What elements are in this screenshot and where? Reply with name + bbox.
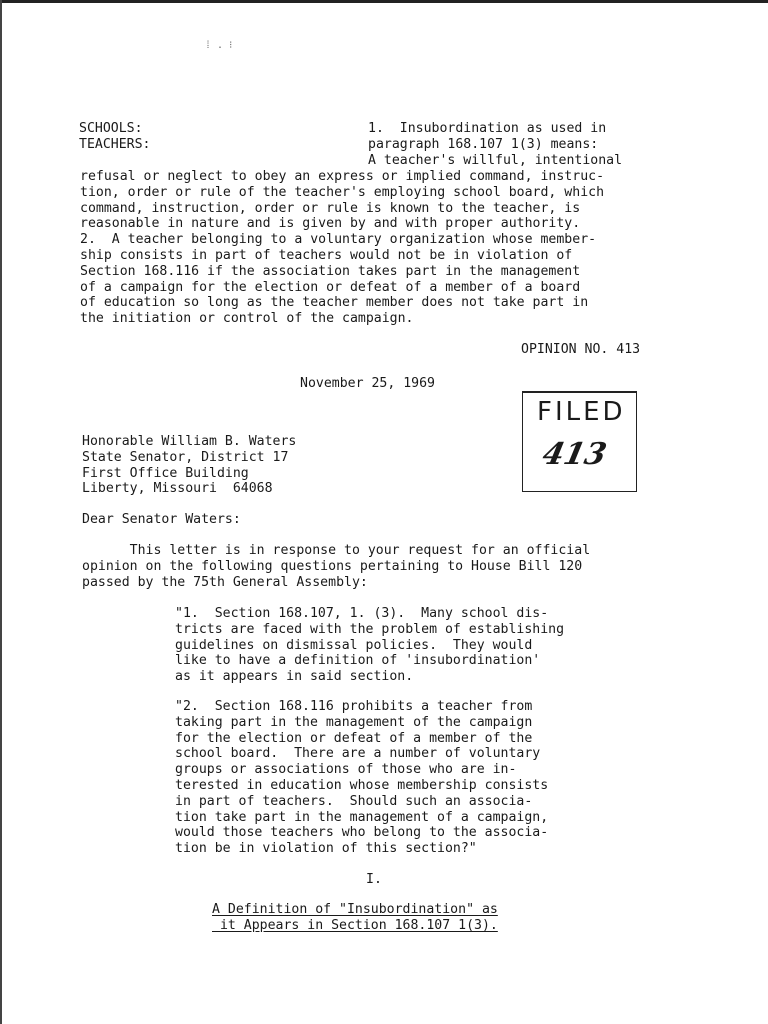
stamp-filed-word: FILED	[537, 397, 626, 427]
addressee-block: Honorable William B. Waters State Senator, District 17 First Office Building Liberty, Missouri 64068	[82, 434, 297, 497]
section-heading: A Definition of "Insubordination" as it Appears in Section 168.107 1(3).	[212, 902, 498, 933]
headnote-holding-body: refusal or neglect to obey an express or implied command, instruc- tion, order or rule of the teacher's employing school board, which command, instruction, order or rule is known to the teacher, is reasonable in nature and is given by and with proper authority. 2. A teacher belonging to a voluntary organization whose member- ship consists in part of teachers would not be in violation of Section 168.116 if the association takes part in the management of a campaign for the election or defeat of a member of a board of education so long as the teacher member does not take part in the initiation or control of the campaign.	[80, 169, 605, 327]
section-number: I.	[366, 872, 382, 887]
page-left-edge	[0, 0, 2, 1024]
salutation: Dear Senator Waters:	[82, 512, 241, 527]
intro-paragraph: This letter is in response to your request for an official opinion on the following questions pertaining to House Bill 120 passed by the 75th General Assembly:	[82, 543, 591, 590]
headnote-holding-start: 1. Insubordination as used in paragraph 168.107 1(3) means: A teacher's willful, intentional	[368, 121, 623, 168]
headnote-subjects: SCHOOLS: TEACHERS:	[79, 121, 151, 152]
stamp-handwritten-number: 413	[539, 437, 610, 472]
letter-date: November 25, 1969	[300, 376, 435, 391]
scan-specks: ⁞ . ⁝	[205, 40, 233, 51]
quoted-question-1: "1. Section 168.107, 1. (3). Many school dis- tricts are faced with the problem of establishing guidelines on dismissal policies. They would like to have a definition of 'insubordination' as it appears in said section.	[175, 606, 565, 685]
quoted-question-2: "2. Section 168.116 prohibits a teacher from taking part in the management of the campaign for the election or defeat of a member of the school board. There are a number of voluntary groups or associations of those who are in- terested in education whose membership consists in part of teachers. Should such an associa- tion take part in the management of a campaign, would those teachers who belong to the associa- tion be in violation of this section?"	[175, 699, 549, 857]
page-top-edge	[0, 0, 768, 3]
filed-stamp	[522, 391, 637, 492]
opinion-number: OPINION NO. 413	[521, 342, 641, 357]
